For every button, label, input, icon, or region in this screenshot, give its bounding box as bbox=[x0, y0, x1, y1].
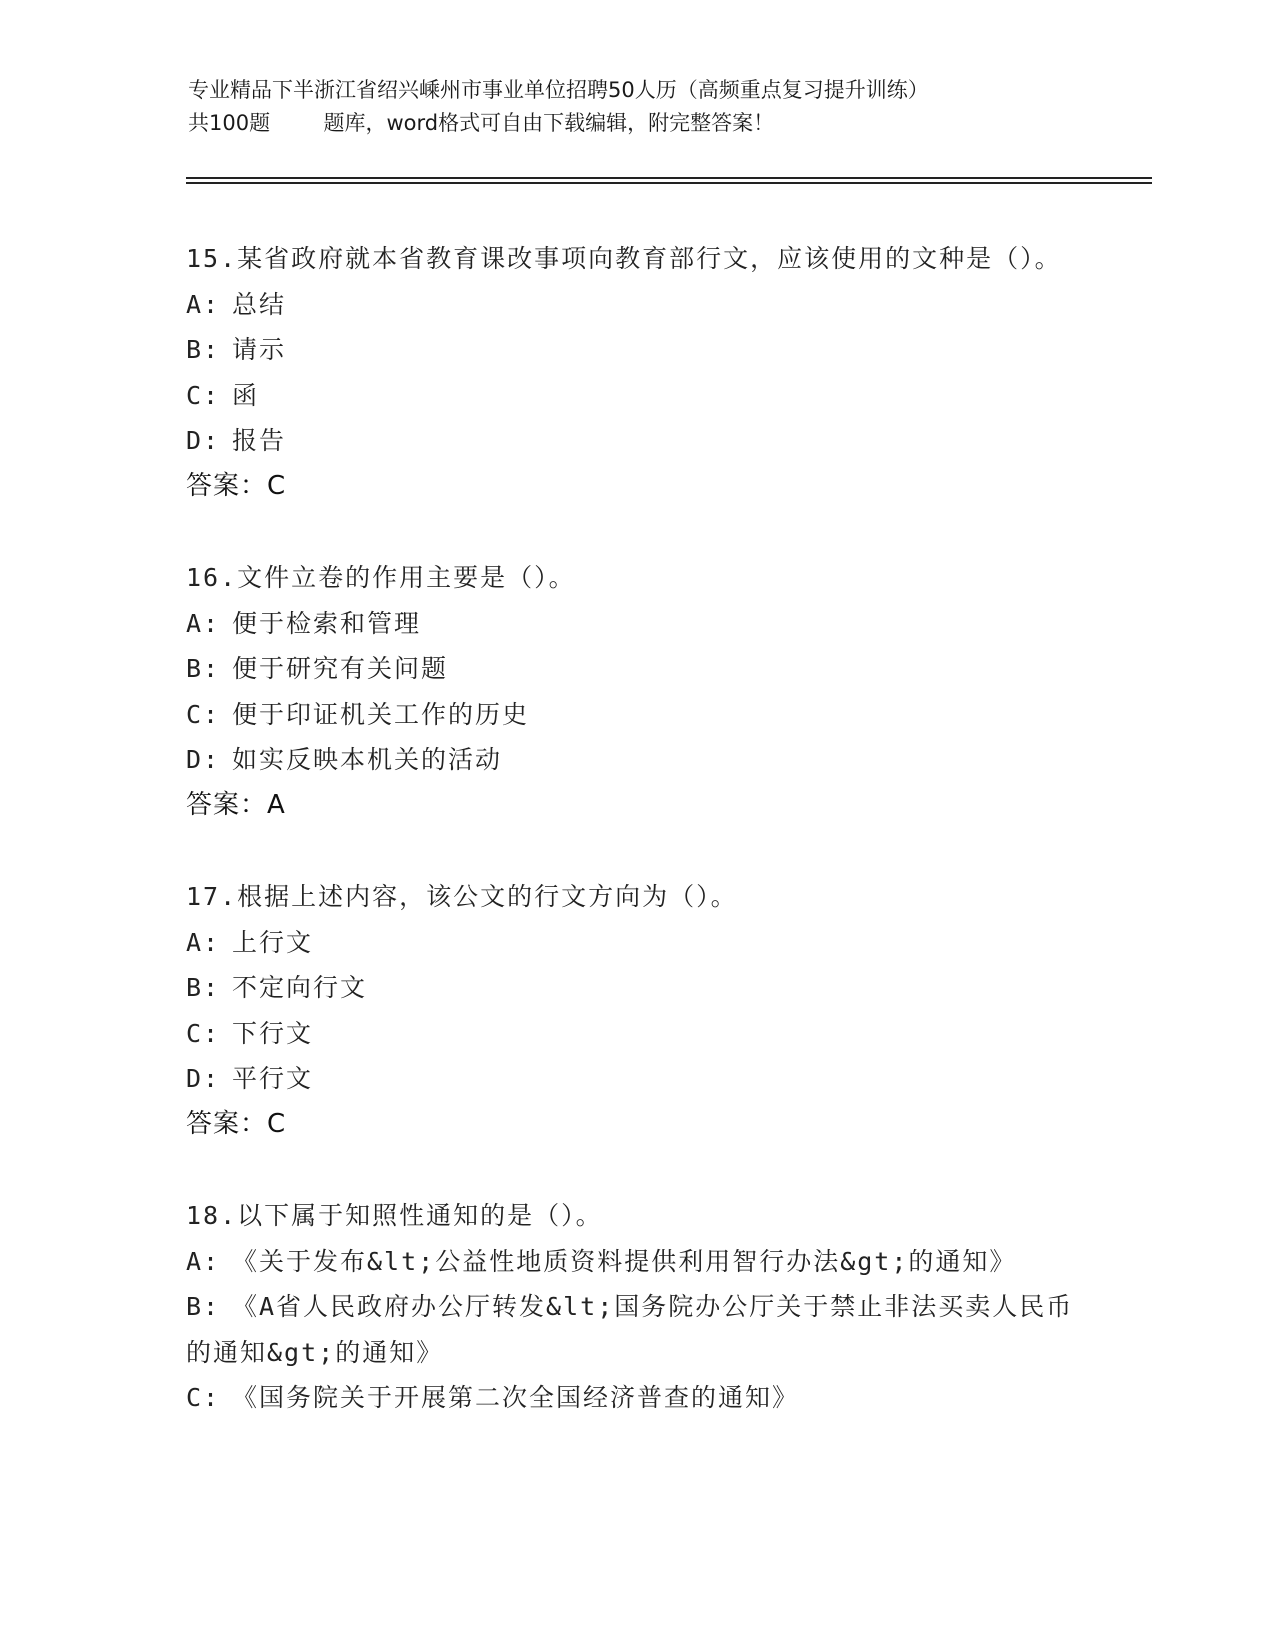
option-text: 如实反映本机关的活动 bbox=[232, 745, 503, 774]
option-d bbox=[186, 1056, 1086, 1102]
option-text: 函 bbox=[232, 380, 260, 410]
option-d bbox=[186, 737, 1086, 783]
question-text bbox=[186, 555, 1086, 601]
question-text bbox=[186, 1193, 1086, 1239]
option-key: A: bbox=[186, 289, 221, 319]
option-key: D: bbox=[186, 426, 221, 455]
option-b bbox=[186, 646, 1086, 692]
question-text bbox=[186, 874, 1086, 920]
question-number: 15. bbox=[186, 244, 238, 273]
option-key: D: bbox=[186, 745, 221, 774]
option-text: 请示 bbox=[232, 335, 287, 364]
question-number: 16. bbox=[186, 563, 238, 592]
option-text: 平行文 bbox=[232, 1064, 314, 1093]
question-stem: 根据上述内容，该公文的行文方向为（）。 bbox=[237, 882, 738, 911]
question-16 bbox=[186, 555, 1086, 828]
question-18 bbox=[186, 1193, 1086, 1421]
option-b bbox=[186, 965, 1086, 1011]
question-17 bbox=[186, 874, 1086, 1147]
question-text bbox=[186, 236, 1086, 282]
option-c bbox=[186, 1011, 1086, 1057]
header-title-line1: 专业精品下半浙江省绍兴嵊州市事业单位招聘50人历（高频重点复习提升训练） bbox=[188, 78, 929, 102]
option-text: 报告 bbox=[232, 426, 287, 455]
header-divider-top bbox=[186, 177, 1152, 179]
option-c bbox=[186, 373, 1086, 419]
option-key: B: bbox=[186, 654, 221, 683]
question-stem: 文件立卷的作用主要是（）。 bbox=[237, 563, 576, 592]
option-key: C: bbox=[186, 699, 221, 729]
option-text: 下行文 bbox=[232, 1018, 314, 1048]
option-c bbox=[186, 1375, 1086, 1421]
answer-line: 答案：A bbox=[186, 789, 286, 820]
option-d bbox=[186, 418, 1086, 464]
option-text: 上行文 bbox=[232, 927, 314, 957]
option-text: 便于检索和管理 bbox=[232, 608, 422, 638]
option-key: C: bbox=[186, 1018, 221, 1048]
option-text: 不定向行文 bbox=[232, 973, 368, 1002]
option-text: 便于印证机关工作的历史 bbox=[232, 699, 530, 729]
option-text: 便于研究有关问题 bbox=[232, 654, 449, 683]
option-a bbox=[186, 601, 1086, 647]
option-key: C: bbox=[186, 380, 221, 410]
option-c bbox=[186, 692, 1086, 738]
header-title-line2: 共100题 题库，word格式可自由下载编辑，附完整答案！ bbox=[188, 111, 775, 135]
option-key: D: bbox=[186, 1064, 221, 1093]
document-header bbox=[188, 74, 1088, 140]
option-key: B: bbox=[186, 973, 221, 1002]
question-15 bbox=[186, 236, 1086, 509]
question-stem: 以下属于知照性通知的是（）。 bbox=[237, 1201, 603, 1230]
option-text: 总结 bbox=[232, 289, 287, 319]
option-a bbox=[186, 282, 1086, 328]
question-number: 17. bbox=[186, 882, 238, 911]
option-b bbox=[186, 327, 1086, 373]
question-stem: 某省政府就本省教育课改事项向教育部行文，应该使用的文种是（）。 bbox=[237, 244, 1062, 273]
option-key: A: bbox=[186, 927, 221, 957]
answer-line: 答案：C bbox=[186, 1108, 287, 1139]
option-key: C: bbox=[186, 1383, 221, 1412]
answer-line: 答案：C bbox=[186, 470, 287, 501]
option-key: B: bbox=[186, 335, 221, 364]
option-a bbox=[186, 920, 1086, 966]
option-text: 《A省人民政府办公厅转发&lt;国务院办公厅关于禁止非法买卖人民币的通知&gt;的通知》 bbox=[186, 1292, 1074, 1367]
option-key: A: bbox=[186, 1246, 221, 1276]
option-key: B: bbox=[186, 1292, 221, 1321]
option-text: 《国务院关于开展第二次全国经济普查的通知》 bbox=[232, 1383, 800, 1412]
option-key: A: bbox=[186, 608, 221, 638]
option-a bbox=[186, 1239, 1086, 1285]
option-b bbox=[186, 1284, 1086, 1375]
question-list bbox=[186, 236, 1086, 1467]
option-text: 《关于发布&lt;公益性地质资料提供利用智行办法&gt;的通知》 bbox=[232, 1246, 1017, 1276]
question-number: 18. bbox=[186, 1201, 238, 1230]
header-divider-bottom bbox=[186, 182, 1152, 184]
